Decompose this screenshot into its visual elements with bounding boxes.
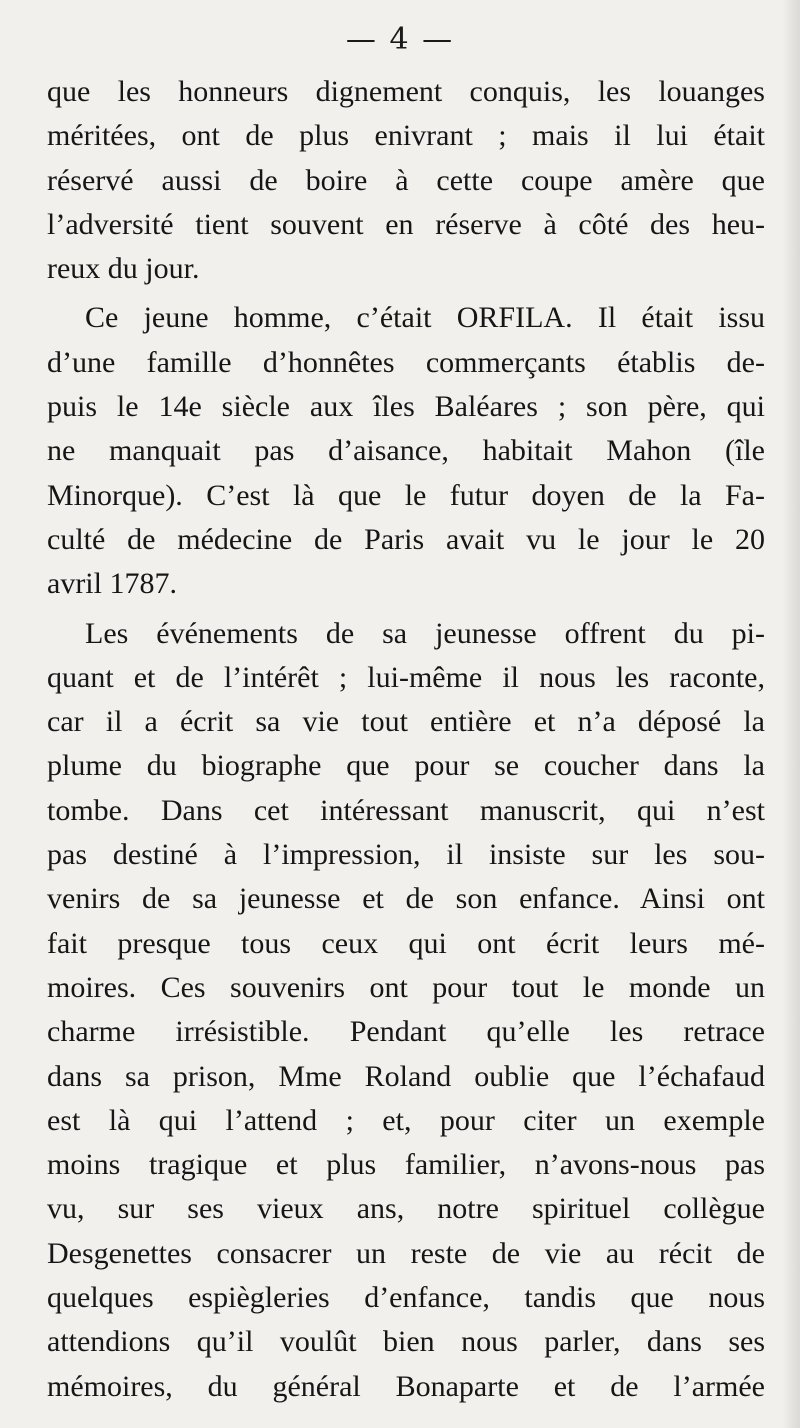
text-line: avril 1787. [47,567,177,601]
text-line: pas destiné à l’impression, il insiste sur les sou- [47,838,765,872]
text-line: car il a écrit sa vie tout entière et n’a déposé la [47,705,765,739]
text-line: Ce jeune homme, c’était ORFILA. Il était issu [85,301,765,335]
text-line: plume du biographe que pour se coucher dans la [47,749,765,783]
body-text [47,70,765,1409]
text-line: culté de médecine de Paris avait vu le jour le 20 [47,522,765,556]
text-line: réservé aussi de boire à cette coupe amère que [47,163,765,197]
text-line: moins tragique et plus familier, n’avons-nous pas [47,1148,765,1182]
text-line: d’une famille d’honnêtes commerçants établis de- [47,345,765,379]
text-line: est là qui l’attend ; et, pour citer un exemple [47,1103,765,1137]
text-line: que les honneurs dignement conquis, les louanges [47,75,765,108]
text-line: Minorque). C’est là que le futur doyen de la Fa- [47,478,765,512]
page-edge-shadow [782,0,800,1428]
text-line: Desgenettes consacrer un reste de vie au récit de [47,1236,765,1270]
text-line: moires. Ces souvenirs ont pour tout le monde un [47,970,765,1004]
text-line: ne manquait pas d’aisance, habitait Mahon (île [47,434,765,468]
text-line: quelques espiègleries d’enfance, tandis que nous [47,1281,765,1315]
text-line: quant et de l’intérêt ; lui-même il nous les raconte, [47,660,765,694]
text-line: charme irrésistible. Pendant qu’elle les retrace [47,1015,765,1049]
text-line: venirs de sa jeunesse et de son enfance. Ainsi ont [47,882,765,916]
text-line: reux du jour. [47,252,200,286]
text-line: méritées, ont de plus enivrant ; mais il lui était [47,119,765,153]
text-line: Les événements de sa jeunesse offrent du pi- [85,616,765,650]
text-line: l’adversité tient souvent en réserve à côté des heu- [47,207,765,241]
text-line: tombe. Dans cet intéressant manuscrit, qui n’est [47,793,765,827]
page-number: — 4 — [345,22,455,57]
text-line: mémoires, du général Bonaparte et de l’armée [47,1369,765,1403]
text-line: fait presque tous ceux qui ont écrit leurs mé- [47,926,765,960]
text-line: vu, sur ses vieux ans, notre spirituel collègue [47,1192,765,1226]
text-line: attendions qu’il voulût bien nous parler, dans ses [47,1325,765,1359]
text-line: dans sa prison, Mme Roland oublie que l’échafaud [47,1059,765,1093]
text-line: puis le 14e siècle aux îles Baléares ; son père, qui [47,390,765,424]
